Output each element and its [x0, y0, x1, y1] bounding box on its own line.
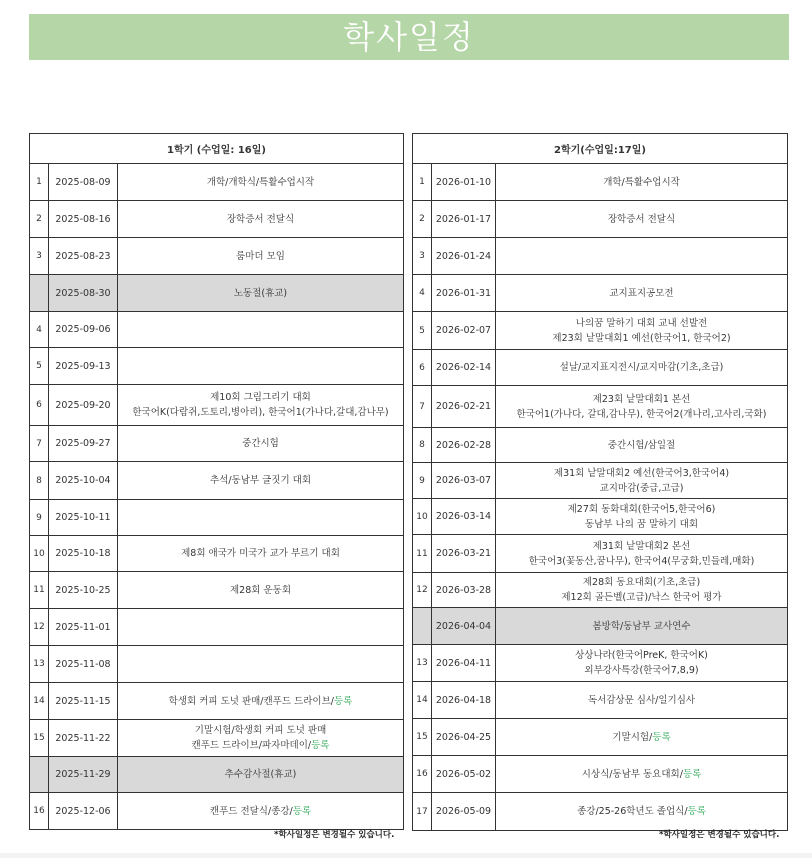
- class-date: 2025-08-30: [49, 275, 118, 312]
- class-date: 2026-05-02: [432, 756, 496, 793]
- schedule-row: [413, 499, 788, 535]
- week-number: 14: [30, 683, 49, 720]
- event-line: [498, 438, 785, 453]
- class-date: 2025-10-18: [49, 536, 118, 572]
- event-cell: [496, 350, 788, 386]
- week-number: 12: [30, 609, 49, 646]
- week-number: 11: [413, 535, 432, 573]
- class-date: 2026-03-14: [432, 499, 496, 535]
- event-line: [498, 648, 785, 663]
- semester-2-note: *학사일정은 변경될수 있습니다.: [659, 830, 780, 840]
- schedule-row: [30, 572, 404, 609]
- event-line: [498, 517, 785, 532]
- event-text: 중간시험: [242, 438, 279, 449]
- event-text: 봄방학/동남부 교사연수: [592, 620, 691, 632]
- event-text: 기말시험/학생회 커피 도넛 판매: [194, 725, 327, 736]
- schedule-row: [413, 682, 788, 719]
- class-date: 2025-11-22: [49, 720, 118, 757]
- event-cell: [496, 573, 788, 608]
- event-text: 노동절(휴교): [233, 287, 288, 299]
- event-cell: [496, 312, 788, 350]
- event-line: [498, 767, 785, 782]
- schedule-row: [30, 609, 404, 646]
- event-text: 제31회 낱말대회2 예선(한국어3,한국어4): [553, 467, 730, 479]
- week-number: 7: [30, 426, 49, 462]
- event-text: 제23회 낱말대회1 본선: [592, 393, 691, 405]
- event-cell: [496, 463, 788, 499]
- class-date: 2025-12-06: [49, 793, 118, 830]
- event-text: 제31회 낱말대회2 본선: [592, 540, 691, 552]
- class-date: 2026-01-17: [432, 201, 496, 238]
- week-number: 10: [413, 499, 432, 535]
- event-line: [120, 175, 401, 190]
- class-date: 2026-01-24: [432, 238, 496, 275]
- registration-label: 등록: [682, 768, 702, 780]
- schedule-row: [413, 463, 788, 499]
- schedule-row: [30, 462, 404, 500]
- week-number: 14: [413, 682, 432, 719]
- class-date: 2025-08-23: [49, 238, 118, 275]
- event-line: [120, 694, 401, 709]
- week-number: 13: [30, 646, 49, 683]
- week-number: 1: [30, 164, 49, 201]
- week-number: 16: [413, 756, 432, 793]
- class-date: 2026-03-07: [432, 463, 496, 499]
- event-line: [120, 249, 401, 264]
- event-cell: [496, 756, 788, 793]
- event-text: 교지마감(중급,고급): [599, 482, 684, 494]
- event-text: 외부강사특강(한국어7,8,9): [584, 665, 699, 676]
- schedule-row: [413, 793, 788, 831]
- week-number: 8: [413, 428, 432, 463]
- page-title: 학사일정: [343, 18, 475, 56]
- week-number: 2: [413, 201, 432, 238]
- week-number: 2: [30, 201, 49, 238]
- event-cell: [496, 793, 788, 831]
- schedule-row: [413, 573, 788, 608]
- event-text: 상상나라(한국어PreK, 한국어K): [575, 650, 708, 661]
- schedule-row: [30, 238, 404, 275]
- week-number: 3: [413, 238, 432, 275]
- event-text: 나의꿈 말하기 대회 교내 선발전: [575, 317, 708, 329]
- event-line: [498, 502, 785, 517]
- event-line: [498, 481, 785, 496]
- event-line: [120, 804, 401, 819]
- class-date: 2025-08-16: [49, 201, 118, 238]
- schedule-row: [30, 720, 404, 757]
- event-text: 제12회 골든벨(고급)/낙스 한국어 평가: [561, 592, 722, 603]
- schedule-row: [30, 646, 404, 683]
- event-cell: [118, 164, 404, 201]
- event-line: [498, 360, 785, 375]
- schedule-row: [413, 608, 788, 645]
- week-number: [30, 275, 49, 312]
- schedule-row: [413, 238, 788, 275]
- page-title-banner: [29, 14, 789, 60]
- event-line: [498, 554, 785, 569]
- schedule-row: [413, 164, 788, 201]
- bottom-strip: [0, 853, 812, 858]
- event-cell: [118, 201, 404, 238]
- schedule-row: [413, 275, 788, 312]
- class-date: 2026-02-14: [432, 350, 496, 386]
- class-date: 2026-02-28: [432, 428, 496, 463]
- event-text: 추석/동남부 글짓기 대회: [209, 475, 311, 486]
- event-cell: [118, 238, 404, 275]
- schedule-row: [413, 719, 788, 756]
- schedule-row: [413, 201, 788, 238]
- class-date: 2026-05-09: [432, 793, 496, 831]
- event-text: 설날/교지표지전시/교지마감(기초,초급): [559, 362, 724, 373]
- semester-1-note: *학사일정은 변경될수 있습니다.: [274, 830, 395, 840]
- event-text: 독서감상문 심사/일기심사: [587, 694, 696, 706]
- week-number: 17: [413, 793, 432, 831]
- event-cell: [496, 682, 788, 719]
- schedule-row: [413, 312, 788, 350]
- event-cell: [118, 462, 404, 500]
- class-date: 2026-01-10: [432, 164, 496, 201]
- event-text: 한국어K(다람쥐,도토리,병아리), 한국어1(가나다,갈대,감나무): [132, 407, 389, 418]
- schedule-row: [30, 275, 404, 312]
- event-cell: [118, 793, 404, 830]
- event-text: 제8회 애국가 미국가 교가 부르기 대회: [181, 548, 340, 559]
- event-text: 한국어1(가나다, 갈대,감나무), 한국어2(개나리,고사리,국화): [516, 408, 767, 420]
- event-cell: [118, 500, 404, 536]
- schedule-row: [30, 426, 404, 462]
- event-line: [498, 730, 785, 745]
- class-date: 2026-03-21: [432, 535, 496, 573]
- class-date: 2025-11-01: [49, 609, 118, 646]
- event-cell: [118, 609, 404, 646]
- class-date: 2025-09-13: [49, 348, 118, 385]
- registration-label: 등록: [311, 740, 330, 751]
- event-text: 캔푸드 드라이브/파자마데이/: [191, 740, 312, 751]
- event-line: [498, 804, 785, 819]
- week-number: [413, 608, 432, 645]
- event-cell: [496, 645, 788, 682]
- event-cell: [118, 757, 404, 793]
- event-cell: [496, 535, 788, 573]
- event-text: 제28회 동요대회(기초,초급): [582, 577, 701, 588]
- event-cell: [496, 164, 788, 201]
- week-number: 10: [30, 536, 49, 572]
- week-number: 6: [413, 350, 432, 386]
- schedule-row: [413, 428, 788, 463]
- class-date: 2026-04-18: [432, 682, 496, 719]
- registration-label: 등록: [652, 731, 671, 743]
- event-cell: [496, 238, 788, 275]
- event-cell: [118, 720, 404, 757]
- event-cell: [496, 608, 788, 645]
- week-number: 1: [413, 164, 432, 201]
- schedule-row: [413, 386, 788, 428]
- registration-label: 등록: [292, 805, 312, 817]
- event-cell: [118, 385, 404, 426]
- week-number: 4: [30, 312, 49, 348]
- class-date: 2026-02-21: [432, 386, 496, 428]
- class-date: 2026-04-04: [432, 608, 496, 645]
- event-cell: [496, 201, 788, 238]
- event-line: [498, 590, 785, 605]
- event-cell: [118, 312, 404, 348]
- event-text: 시상식/동남부 동요대회/: [581, 768, 683, 780]
- event-text: 중간시험/삼일절: [607, 439, 676, 451]
- event-line: [120, 767, 401, 782]
- schedule-row: [30, 757, 404, 793]
- class-date: 2025-11-08: [49, 646, 118, 683]
- schedule-row: [30, 683, 404, 720]
- event-line: [498, 693, 785, 708]
- semester-1-table: [29, 133, 404, 830]
- class-date: 2025-09-20: [49, 385, 118, 426]
- event-cell: [496, 386, 788, 428]
- event-text: 학생회 커피 도넛 판매/캔푸드 드라이브/: [168, 695, 334, 707]
- event-line: [498, 286, 785, 301]
- registration-label: 등록: [687, 806, 706, 817]
- class-date: 2026-01-31: [432, 275, 496, 312]
- event-cell: [118, 348, 404, 385]
- event-line: [498, 331, 785, 346]
- week-number: 12: [413, 573, 432, 608]
- semester-2-table: [412, 133, 788, 831]
- event-line: [120, 212, 401, 227]
- week-number: 9: [30, 500, 49, 536]
- event-line: [120, 405, 401, 420]
- schedule-row: [413, 535, 788, 573]
- class-date: 2025-10-04: [49, 462, 118, 500]
- schedule-row: [30, 312, 404, 348]
- week-number: 8: [30, 462, 49, 500]
- event-cell: [496, 719, 788, 756]
- registration-label: 등록: [333, 695, 353, 707]
- schedule-row: [30, 164, 404, 201]
- event-line: [498, 539, 785, 554]
- week-number: 3: [30, 238, 49, 275]
- class-date: 2026-04-25: [432, 719, 496, 756]
- schedule-row: [30, 536, 404, 572]
- event-line: [120, 723, 401, 738]
- event-text: 장학증서 전달식: [226, 213, 295, 225]
- week-number: 15: [413, 719, 432, 756]
- event-text: 장학증서 전달식: [607, 213, 676, 225]
- event-line: [498, 407, 785, 422]
- schedule-row: [413, 756, 788, 793]
- event-cell: [496, 275, 788, 312]
- event-cell: [496, 428, 788, 463]
- event-cell: [118, 646, 404, 683]
- event-text: 캔푸드 전달식/종강/: [209, 805, 293, 817]
- schedule-row: [30, 385, 404, 426]
- week-number: 9: [413, 463, 432, 499]
- event-line: [498, 392, 785, 407]
- event-cell: [118, 572, 404, 609]
- class-date: 2025-09-27: [49, 426, 118, 462]
- event-line: [120, 436, 401, 451]
- schedule-row: [413, 350, 788, 386]
- class-date: 2025-10-25: [49, 572, 118, 609]
- event-line: [498, 316, 785, 331]
- schedule-row: [30, 793, 404, 830]
- event-line: [120, 473, 401, 488]
- event-text: 종강/25-26학년도 졸업식/: [577, 806, 688, 817]
- event-cell: [118, 683, 404, 720]
- semester-2-header: 2학기(수업일:17일): [413, 134, 788, 164]
- event-text: 기말시험/: [612, 731, 653, 743]
- event-line: [120, 546, 401, 561]
- event-cell: [118, 275, 404, 312]
- week-number: 13: [413, 645, 432, 682]
- event-text: 교지표지공모전: [609, 287, 674, 299]
- week-number: 6: [30, 385, 49, 426]
- schedule-row: [30, 500, 404, 536]
- event-text: 개학/특활수업시작: [603, 176, 680, 188]
- event-text: 제10회 그림그리기 대회: [210, 392, 311, 403]
- event-text: 개학/개학식/특활수업시작: [206, 176, 315, 188]
- week-number: [30, 757, 49, 793]
- event-line: [498, 466, 785, 481]
- event-text: 제23회 낱말대회1 예선(한국어1, 한국어2): [552, 332, 731, 344]
- event-line: [120, 583, 401, 598]
- class-date: 2025-08-09: [49, 164, 118, 201]
- event-text: 제27회 동화대회(한국어5,한국어6): [567, 503, 716, 515]
- event-line: [120, 286, 401, 301]
- event-text: 추수감사절(휴교): [224, 769, 297, 780]
- event-line: [498, 212, 785, 227]
- event-line: [120, 390, 401, 405]
- week-number: 7: [413, 386, 432, 428]
- event-cell: [118, 536, 404, 572]
- semester-1-header: 1학기 (수업일: 16일): [30, 134, 404, 164]
- class-date: 2025-11-15: [49, 683, 118, 720]
- event-cell: [496, 499, 788, 535]
- class-date: 2025-10-11: [49, 500, 118, 536]
- week-number: 15: [30, 720, 49, 757]
- class-date: 2026-02-07: [432, 312, 496, 350]
- schedule-row: [413, 645, 788, 682]
- event-line: [498, 575, 785, 590]
- event-line: [498, 175, 785, 190]
- week-number: 5: [30, 348, 49, 385]
- event-line: [498, 619, 785, 634]
- event-line: [498, 663, 785, 678]
- week-number: 5: [413, 312, 432, 350]
- class-date: 2026-04-11: [432, 645, 496, 682]
- schedule-row: [30, 348, 404, 385]
- week-number: 16: [30, 793, 49, 830]
- event-text: 동남부 나의 꿈 말하기 대회: [584, 518, 699, 530]
- week-number: 11: [30, 572, 49, 609]
- event-text: 제28회 운동회: [230, 584, 291, 596]
- event-text: 한국어3(꽃동산,꿈나무), 한국어4(무궁화,민들레,매화): [528, 555, 755, 567]
- class-date: 2026-03-28: [432, 573, 496, 608]
- event-cell: [118, 426, 404, 462]
- week-number: 4: [413, 275, 432, 312]
- event-line: [120, 738, 401, 753]
- class-date: 2025-11-29: [49, 757, 118, 793]
- event-text: 룸마더 모임: [236, 250, 285, 262]
- class-date: 2025-09-06: [49, 312, 118, 348]
- schedule-row: [30, 201, 404, 238]
